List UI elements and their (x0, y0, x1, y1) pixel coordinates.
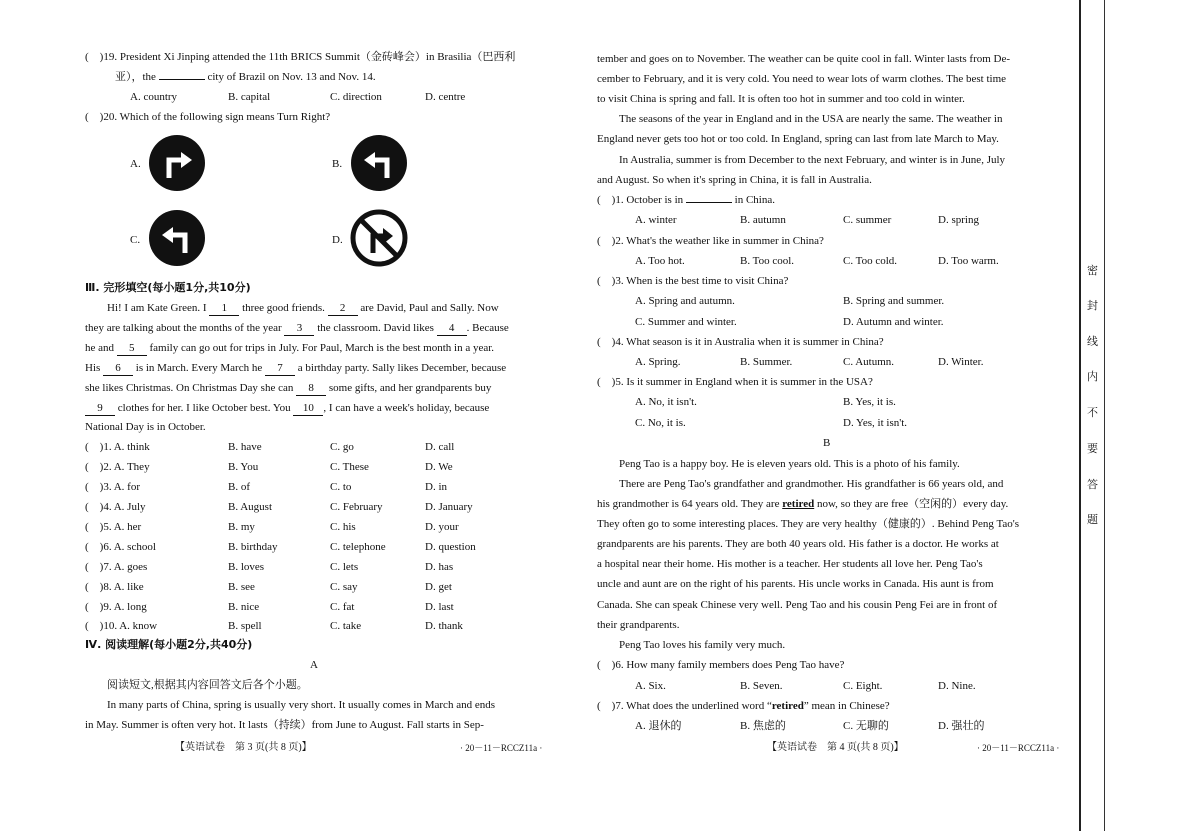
cloze-line: she likes Christmas. On Christmas Day she can 8 some gifts, and her grandparents buy (85, 382, 492, 394)
option: C. Summer and winter. (635, 316, 737, 328)
option: C. summer (843, 214, 892, 226)
option: D. 强壮的 (938, 720, 985, 732)
option: D. get (425, 581, 452, 593)
passage-line: a hospital near their home. His mother is a teacher. Her students all love her. Peng Tao's (597, 558, 983, 570)
answer-blank (686, 202, 732, 203)
cloze-line: Hi! I am Kate Green. I 1 three good friends. 2 are David, Paul and Sally. Now (107, 302, 499, 314)
passage-line: his grandmother is 64 years old. They are retired now, so they are free（空闲的）every day. (597, 498, 1009, 510)
margin-char: 题 (1087, 513, 1098, 526)
option: A. Spring. (635, 356, 681, 368)
option: A. No, it isn't. (635, 396, 697, 408)
option: B. spell (228, 620, 262, 632)
cloze-blank: 5 (117, 341, 147, 356)
option: C. Eight. (843, 680, 883, 692)
cloze-line: they are talking about the months of the year 3 the classroom. David likes 4 . Because (85, 322, 509, 334)
option: D. spring (938, 214, 979, 226)
option: B. Yes, it is. (843, 396, 896, 408)
passage-line: Peng Tao is a happy boy. He is eleven years old. This is a photo of his family. (619, 458, 960, 470)
option: B. August (228, 501, 273, 513)
option: D. Too warm. (938, 255, 999, 267)
margin-char: 答 (1087, 478, 1098, 491)
passage-line: uncle and aunt are on the right of his parents. His uncle works in Canada. His aunt is from (597, 578, 994, 590)
passage-line: cember to February, and it is very cold. You need to wear lots of warm clothes. The best time (597, 73, 1007, 85)
passage-line: There are Peng Tao's grandfather and grandmother. His grandfather is 66 years old, and (619, 478, 1004, 490)
passage-line: grandparents are his parents. They are both 40 years old. His father is a doctor. He works at (597, 538, 999, 550)
margin-char: 密 (1087, 264, 1098, 277)
option: D. Nine. (938, 680, 976, 692)
cloze-line: 9 clothes for her. I like October best. You 10 , I can have a week's holiday, because (85, 401, 489, 416)
option: B. of (228, 481, 250, 493)
option: D. last (425, 601, 454, 613)
option: D. question (425, 541, 476, 553)
page-code: · 20－11－RCCZ11a · (977, 743, 1060, 753)
passage-line: Canada. She can speak Chinese very well. Peng Tao and his cousin Peng Fei are in front of (597, 599, 998, 611)
q19-option: D. centre (425, 91, 466, 103)
passage-line: In many parts of China, spring is usually very short. It usually comes in March and ends (107, 699, 495, 711)
passage-line: Peng Tao loves his family very much. (619, 639, 786, 651)
q1-stem: ( )1. October is in in China. (597, 194, 775, 206)
passage-line: The seasons of the year in England and in the USA are nearly the same. The weather in (619, 113, 1003, 125)
option: B. You (228, 461, 259, 473)
option: B. nice (228, 601, 260, 613)
cloze-line: His 6 is in March. Every March he 7 a birthday party. Sally likes December, because (85, 362, 507, 374)
option: C. February (330, 501, 383, 513)
option: D. Yes, it isn't. (843, 417, 908, 429)
section4-heading: Ⅳ. 阅读理解(每小题2分,共40分) (85, 638, 253, 651)
cloze-blank: 6 (103, 361, 133, 376)
option: B. Too cool. (740, 255, 795, 267)
q20-label: D. (332, 234, 343, 246)
option: D. in (425, 481, 447, 493)
option: C. No, it is. (635, 417, 686, 429)
q20-label: C. (130, 234, 141, 246)
cloze-blank: 3 (284, 321, 314, 336)
cloze-blank: 1 (209, 301, 239, 316)
q5-stem: ( )5. Is it summer in England when it is summer in the USA? (597, 376, 873, 388)
option: D. We (425, 461, 453, 473)
option: C. Autumn. (843, 356, 895, 368)
margin-char: 不 (1087, 406, 1098, 419)
option: B. 焦虑的 (740, 720, 786, 732)
passage-line: to visit China is spring and fall. It is often too hot in summer and too cold in winter. (597, 93, 965, 105)
option: D. January (425, 501, 473, 513)
option: ( )5. A. her (85, 521, 142, 533)
option: B. birthday (228, 541, 278, 553)
q20-label: A. (130, 158, 141, 170)
option: B. Spring and summer. (843, 295, 945, 307)
cloze-blank: 2 (328, 301, 358, 316)
option: B. autumn (740, 214, 786, 226)
option: A. Spring and autumn. (635, 295, 735, 307)
option: D. has (425, 561, 454, 573)
option: ( )2. A. They (85, 461, 150, 473)
option: C. fat (330, 601, 355, 613)
option: ( )7. A. goes (85, 561, 148, 573)
option: A. winter (635, 214, 677, 226)
q6-stem: ( )6. How many family members does Peng Tao have? (597, 659, 845, 671)
q20-stem: ( )20. Which of the following sign means Turn Right? (85, 111, 331, 123)
option: D. Autumn and winter. (843, 316, 944, 328)
option: ( )8. A. like (85, 581, 144, 593)
passage-line: their grandparents. (597, 619, 680, 631)
answer-blank (159, 79, 205, 80)
margin-char: 要 (1087, 442, 1098, 455)
passage-line: in May. Summer is often very hot. It lasts（持续）from June to August. Fall starts in Sep- (85, 719, 484, 731)
q19-line2: 亚），the city of Brazil on Nov. 13 and Nov. 14. (115, 71, 376, 83)
cloze-blank: 7 (265, 361, 295, 376)
q3-stem: ( )3. When is the best time to visit China? (597, 275, 789, 287)
cloze-line: he and 5 family can go out for trips in July. For Paul, March is the best month in a year. (85, 342, 495, 354)
option: A. Six. (635, 680, 666, 692)
q2-stem: ( )2. What's the weather like in summer in China? (597, 235, 824, 247)
passage-line: and August. So when it's spring in China, it is fall in Australia. (597, 174, 872, 186)
option: B. loves (228, 561, 265, 573)
q19-option: B. capital (228, 91, 271, 103)
option: C. Too cold. (843, 255, 898, 267)
option: ( )1. A. think (85, 441, 150, 453)
binding-line (1104, 0, 1105, 831)
passage-line: In Australia, summer is from December to the next February, and winter is in June, July (619, 154, 1006, 166)
option: C. 无聊的 (843, 720, 889, 732)
option: C. his (330, 521, 356, 533)
option: D. Winter. (938, 356, 984, 368)
margin-char: 内 (1087, 370, 1098, 383)
cloze-line: National Day is in October. (85, 421, 206, 433)
option: B. my (228, 521, 255, 533)
q19-option: A. country (130, 91, 178, 103)
cloze-blank: 4 (437, 321, 467, 336)
cloze-blank: 9 (85, 401, 115, 416)
no-right-turn-sign-icon (350, 209, 408, 267)
binding-line (1079, 0, 1081, 831)
turn-right-sign-icon (148, 134, 206, 192)
option: C. telephone (330, 541, 386, 553)
option: A. 退休的 (635, 720, 682, 732)
section3-heading: Ⅲ. 完形填空(每小题1分,共10分) (85, 281, 251, 294)
passage-line: England never gets too hot or too cold. In England, spring can last from late March to May. (597, 133, 999, 145)
option: D. call (425, 441, 455, 453)
passage-letter: A (310, 659, 318, 671)
option: B. have (228, 441, 262, 453)
instruction: 阅读短文,根据其内容回答文后各个小题。 (107, 679, 308, 691)
option: ( )6. A. school (85, 541, 156, 553)
option: B. Summer. (740, 356, 793, 368)
option: A. Too hot. (635, 255, 685, 267)
option: ( )9. A. long (85, 601, 147, 613)
underlined-word: retired (782, 498, 815, 510)
option: C. These (330, 461, 369, 473)
option: B. see (228, 581, 255, 593)
q20-label: B. (332, 158, 343, 170)
turn-left-sign-icon (148, 209, 206, 267)
page-footer: 【英语试卷 第 4 页(共 8 页)】 (767, 742, 904, 753)
margin-char: 封 (1087, 299, 1098, 312)
option: C. go (330, 441, 354, 453)
option: C. to (330, 481, 352, 493)
page-code: · 20－11－RCCZ11a · (460, 743, 543, 753)
margin-char: 线 (1087, 335, 1098, 348)
turn-left-sign-icon (350, 134, 408, 192)
option: ( )3. A. for (85, 481, 140, 493)
page-footer: 【英语试卷 第 3 页(共 8 页)】 (175, 742, 312, 753)
option: D. your (425, 521, 459, 533)
q19-option: C. direction (330, 91, 382, 103)
cloze-blank: 10 (293, 401, 323, 416)
q19-line1: ( )19. President Xi Jinping attended the 11th BRICS Summit（金砖峰会）in Brasilia（巴西利 (85, 51, 516, 63)
option: C. say (330, 581, 358, 593)
q7-stem: ( )7. What does the underlined word “retired” mean in Chinese? (597, 700, 890, 712)
option: B. Seven. (740, 680, 783, 692)
q4-stem: ( )4. What season is it in Australia when it is summer in China? (597, 336, 884, 348)
cloze-blank: 8 (296, 381, 326, 396)
option: C. lets (330, 561, 359, 573)
option: ( )10. A. know (85, 620, 158, 632)
passage-line: They often go to some interesting places. They are very healthy（健康的）. Behind Peng Tao's (597, 518, 1020, 530)
option: C. take (330, 620, 362, 632)
passage-line: tember and goes on to November. The weather can be quite cool in fall. Winter lasts from De- (597, 53, 1011, 65)
passage-letter: B (823, 437, 831, 449)
option: D. thank (425, 620, 463, 632)
option: ( )4. A. July (85, 501, 146, 513)
